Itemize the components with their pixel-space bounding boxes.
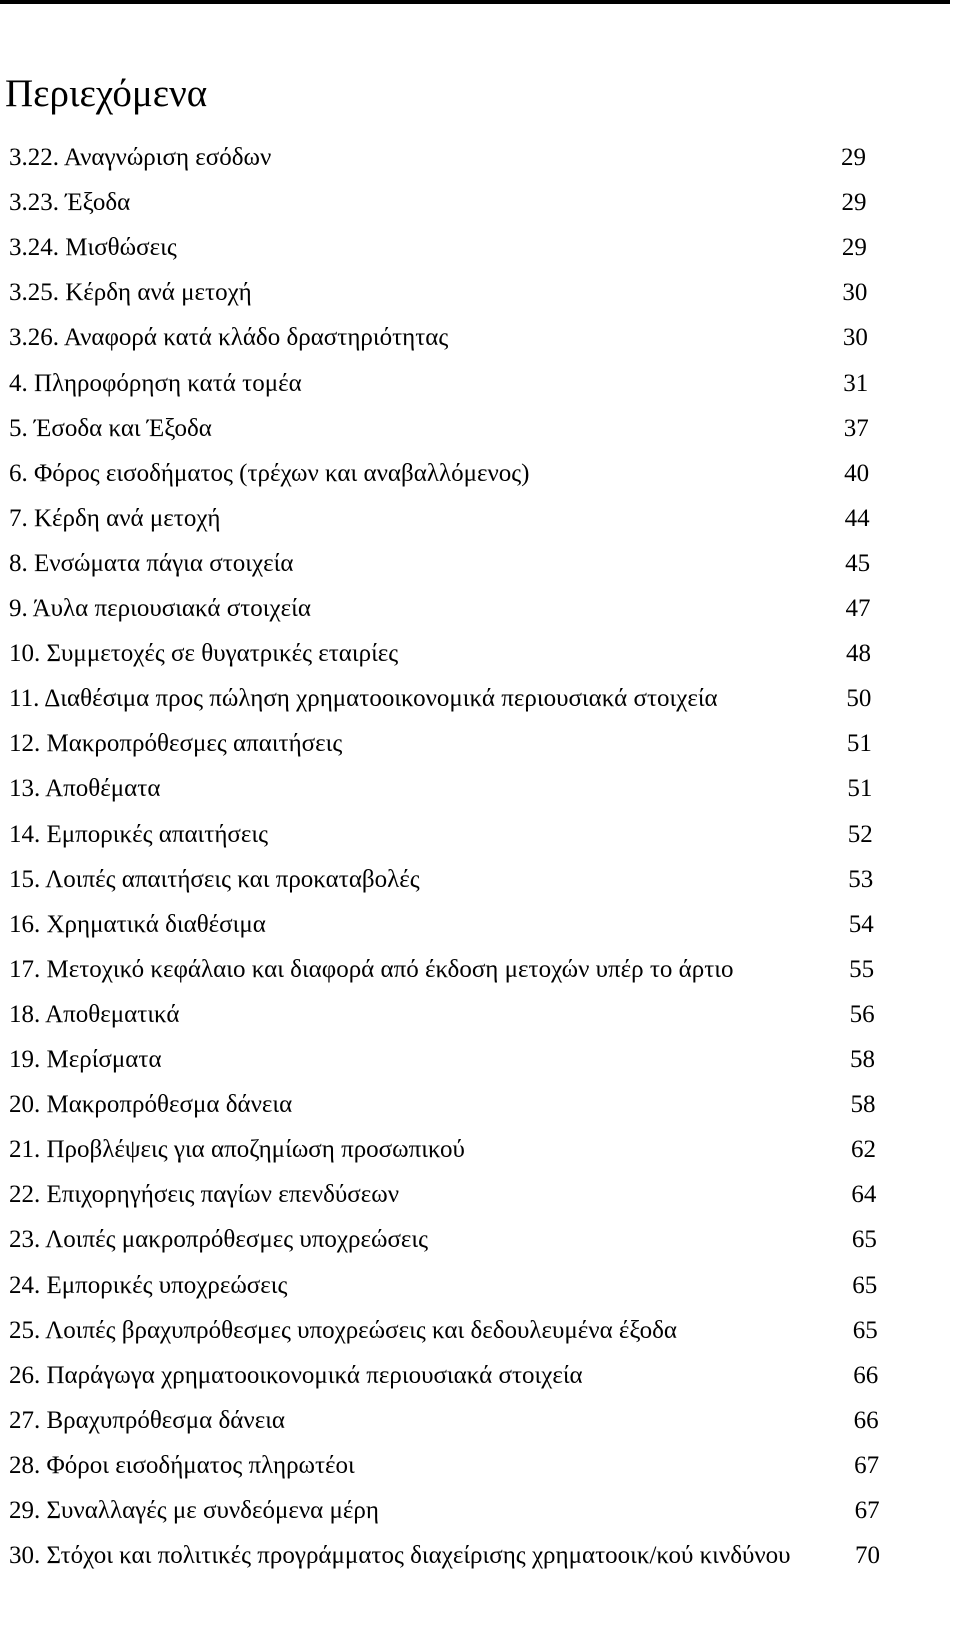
toc-entry-title: 3.22. Αναγνώριση εσόδων [9,144,272,171]
toc-entry-page-number: 52 [847,820,873,848]
toc-entry-page-number: 58 [850,1091,876,1119]
toc-entry-page-number: 65 [852,1271,878,1299]
toc-entry [0,138,960,178]
toc-entry-page-number: 40 [844,459,870,487]
toc-entry-title: 3.25. Κέρδη ανά μετοχή [9,279,252,307]
toc-entry [0,1130,960,1170]
toc-entry-title: 13. Αποθέματα [9,775,161,803]
toc-entry-page-number: 67 [854,1451,880,1479]
toc-entry-page-number: 56 [849,1000,875,1028]
toc-entry [0,815,960,855]
toc-entry-page-number: 30 [842,324,868,352]
toc-entry-page-number: 70 [855,1542,880,1570]
toc-entry-page-number: 30 [842,279,868,307]
toc-entry-title: 19. Μερίσματα [9,1046,162,1073]
toc-entry [0,1266,960,1306]
toc-entry [0,589,960,629]
toc-entry [0,544,960,584]
toc-entry-page-number: 51 [846,730,872,758]
toc-entry [0,860,960,900]
toc-entry [0,1085,960,1125]
toc-entry-page-number: 50 [846,685,872,713]
toc-entry-page-number: 65 [851,1226,877,1254]
toc-entry [0,499,960,539]
toc-entry [0,1311,960,1351]
toc-entry-title: 22. Επιχορηγήσεις παγίων επενδύσεων [9,1181,400,1209]
toc-entry-title: 17. Μετοχικό κεφάλαιο και διαφορά από έκδοση μετοχών υπέρ το άρτιο [9,955,734,983]
toc-entry-title: 4. Πληροφόρηση κατά τομέα [9,369,302,397]
toc-entry-page-number: 47 [845,595,871,622]
toc-entry [0,1220,960,1260]
toc-entry-page-number: 66 [853,1361,879,1389]
toc-entry [0,1536,960,1576]
toc-entry-page-number: 54 [848,910,874,938]
toc-entry [0,409,960,449]
toc-entry [0,318,960,358]
toc-entry-title: 11. Διαθέσιμα προς πώληση χρηματοοικονομικά περιουσιακά στοιχεία [9,685,718,713]
toc-entry-title: 18. Αποθεματικά [9,1000,180,1028]
toc-entry-page-number: 29 [841,189,867,217]
toc-entry-title: 9. Άυλα περιουσιακά στοιχεία [9,595,311,622]
toc-entry-title: 30. Στόχοι και πολιτικές προγράμματος διαχείρισης χρηματοοικ/κού κινδύνου [9,1542,791,1570]
toc-entry-page-number: 29 [841,144,866,171]
toc-entry-title: 27. Βραχυπρόθεσμα δάνεια [9,1406,286,1434]
toc-entry-title: 7. Κέρδη ανά μετοχή [9,504,221,532]
toc-entry-page-number: 44 [844,504,870,532]
toc-entry-page-number: 31 [843,369,869,397]
toc-entry-title: 21. Προβλέψεις για αποζημίωση προσωπικού [9,1136,465,1164]
toc-entry [0,273,960,313]
toc-entry-title: 6. Φόρος εισοδήματος (τρέχων και αναβαλλόμενος) [9,459,530,487]
toc-entry-page-number: 45 [845,549,871,577]
toc-entry-page-number: 67 [854,1497,880,1524]
toc-entry [0,634,960,674]
toc-entry [0,364,960,404]
toc-entry-page-number: 48 [845,640,871,668]
toc-entry [0,1446,960,1486]
toc-entry [0,228,960,268]
toc-entry [0,769,960,809]
toc-entry-title: 14. Εμπορικές απαιτήσεις [9,820,269,848]
toc-entry-title: 20. Μακροπρόθεσμα δάνεια [9,1091,293,1119]
toc-entry [0,679,960,719]
toc-entry-title: 3.24. Μισθώσεις [9,234,177,262]
toc-entry [0,183,960,223]
toc-entry-title: 3.26. Αναφορά κατά κλάδο δραστηριότητας [9,324,449,352]
toc-entry-title: 10. Συμμετοχές σε θυγατρικές εταιρίες [9,640,399,668]
toc-entry-page-number: 53 [848,865,874,893]
toc-entry [0,724,960,764]
toc-entry [0,905,960,945]
toc-entry-page-number: 55 [849,955,875,983]
toc-entry-page-number: 58 [850,1046,876,1073]
toc-entry-page-number: 65 [852,1316,878,1344]
toc-entry-title: 3.23. Έξοδα [9,189,131,217]
toc-entry-title: 5. Έσοδα και Έξοδα [9,414,212,442]
toc-entry [0,950,960,990]
toc-entry-title: 16. Χρηματικά διαθέσιμα [9,910,266,938]
toc-entry-title: 12. Μακροπρόθεσμες απαιτήσεις [9,730,343,758]
toc-entry-title: 28. Φόροι εισοδήματος πληρωτέοι [9,1451,355,1479]
toc-entry-title: 23. Λοιπές μακροπρόθεσμες υποχρεώσεις [9,1226,429,1254]
toc-entry-page-number: 62 [850,1136,876,1164]
toc-entry-page-number: 37 [843,414,869,442]
toc-entry-title: 15. Λοιπές απαιτήσεις και προκαταβολές [9,865,420,893]
toc-entry-title: 29. Συναλλαγές με συνδεόμενα μέρη [9,1497,379,1524]
page-title: Περιεχόμενα [5,72,208,115]
toc-entry [0,1401,960,1441]
toc-entry [0,995,960,1035]
toc-entry-title: 24. Εμπορικές υποχρεώσεις [9,1271,288,1299]
toc-entry [0,1356,960,1396]
toc-entry [0,1040,960,1080]
toc-entry-page-number: 66 [853,1406,879,1434]
toc-entry [0,1491,960,1531]
toc-entry [0,454,960,494]
toc-entry-title: 26. Παράγωγα χρηματοοικονομικά περιουσιακά στοιχεία [9,1361,583,1389]
toc-entry-title: 25. Λοιπές βραχυπρόθεσμες υποχρεώσεις και δεδουλευμένα έξοδα [9,1316,678,1344]
toc-entry-page-number: 51 [847,775,873,803]
toc-entry-title: 8. Ενσώματα πάγια στοιχεία [9,549,294,577]
toc-entry [0,1175,960,1215]
toc-entry-page-number: 64 [851,1181,877,1209]
toc-entry-page-number: 29 [841,234,867,262]
